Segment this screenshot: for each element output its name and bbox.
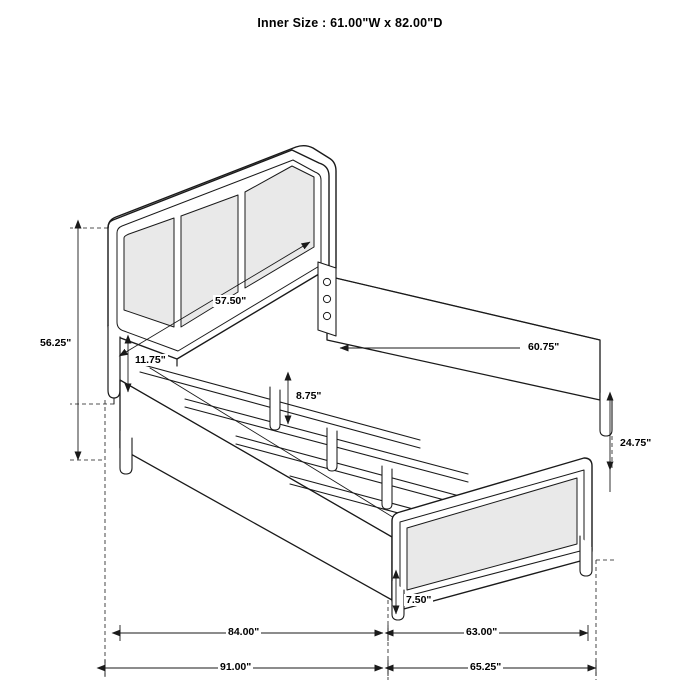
dimension-label-headboard-clearance: 11.75"	[135, 354, 166, 366]
dimension-label-overall-length-left: 91.00"	[220, 661, 252, 673]
dimension-label-footboard-height: 24.75"	[620, 437, 652, 449]
dimension-label-rail-length-left: 84.00"	[228, 626, 260, 638]
bed-illustration	[108, 146, 612, 620]
dimension-label-overall-depth: 60.75"	[528, 341, 560, 353]
dimension-label-rail-length-right: 63.00"	[466, 626, 498, 638]
dimension-label-slat-height: 8.75"	[296, 390, 322, 402]
page-title: Inner Size : 61.00"W x 82.00"D	[257, 16, 443, 30]
dimension-label-leg-height: 7.50"	[406, 594, 432, 606]
dimension-label-overall-height: 56.25"	[40, 337, 72, 349]
dimension-label-overall-length-right: 65.25"	[470, 661, 502, 673]
dimension-label-headboard-height: 57.50"	[215, 295, 247, 307]
